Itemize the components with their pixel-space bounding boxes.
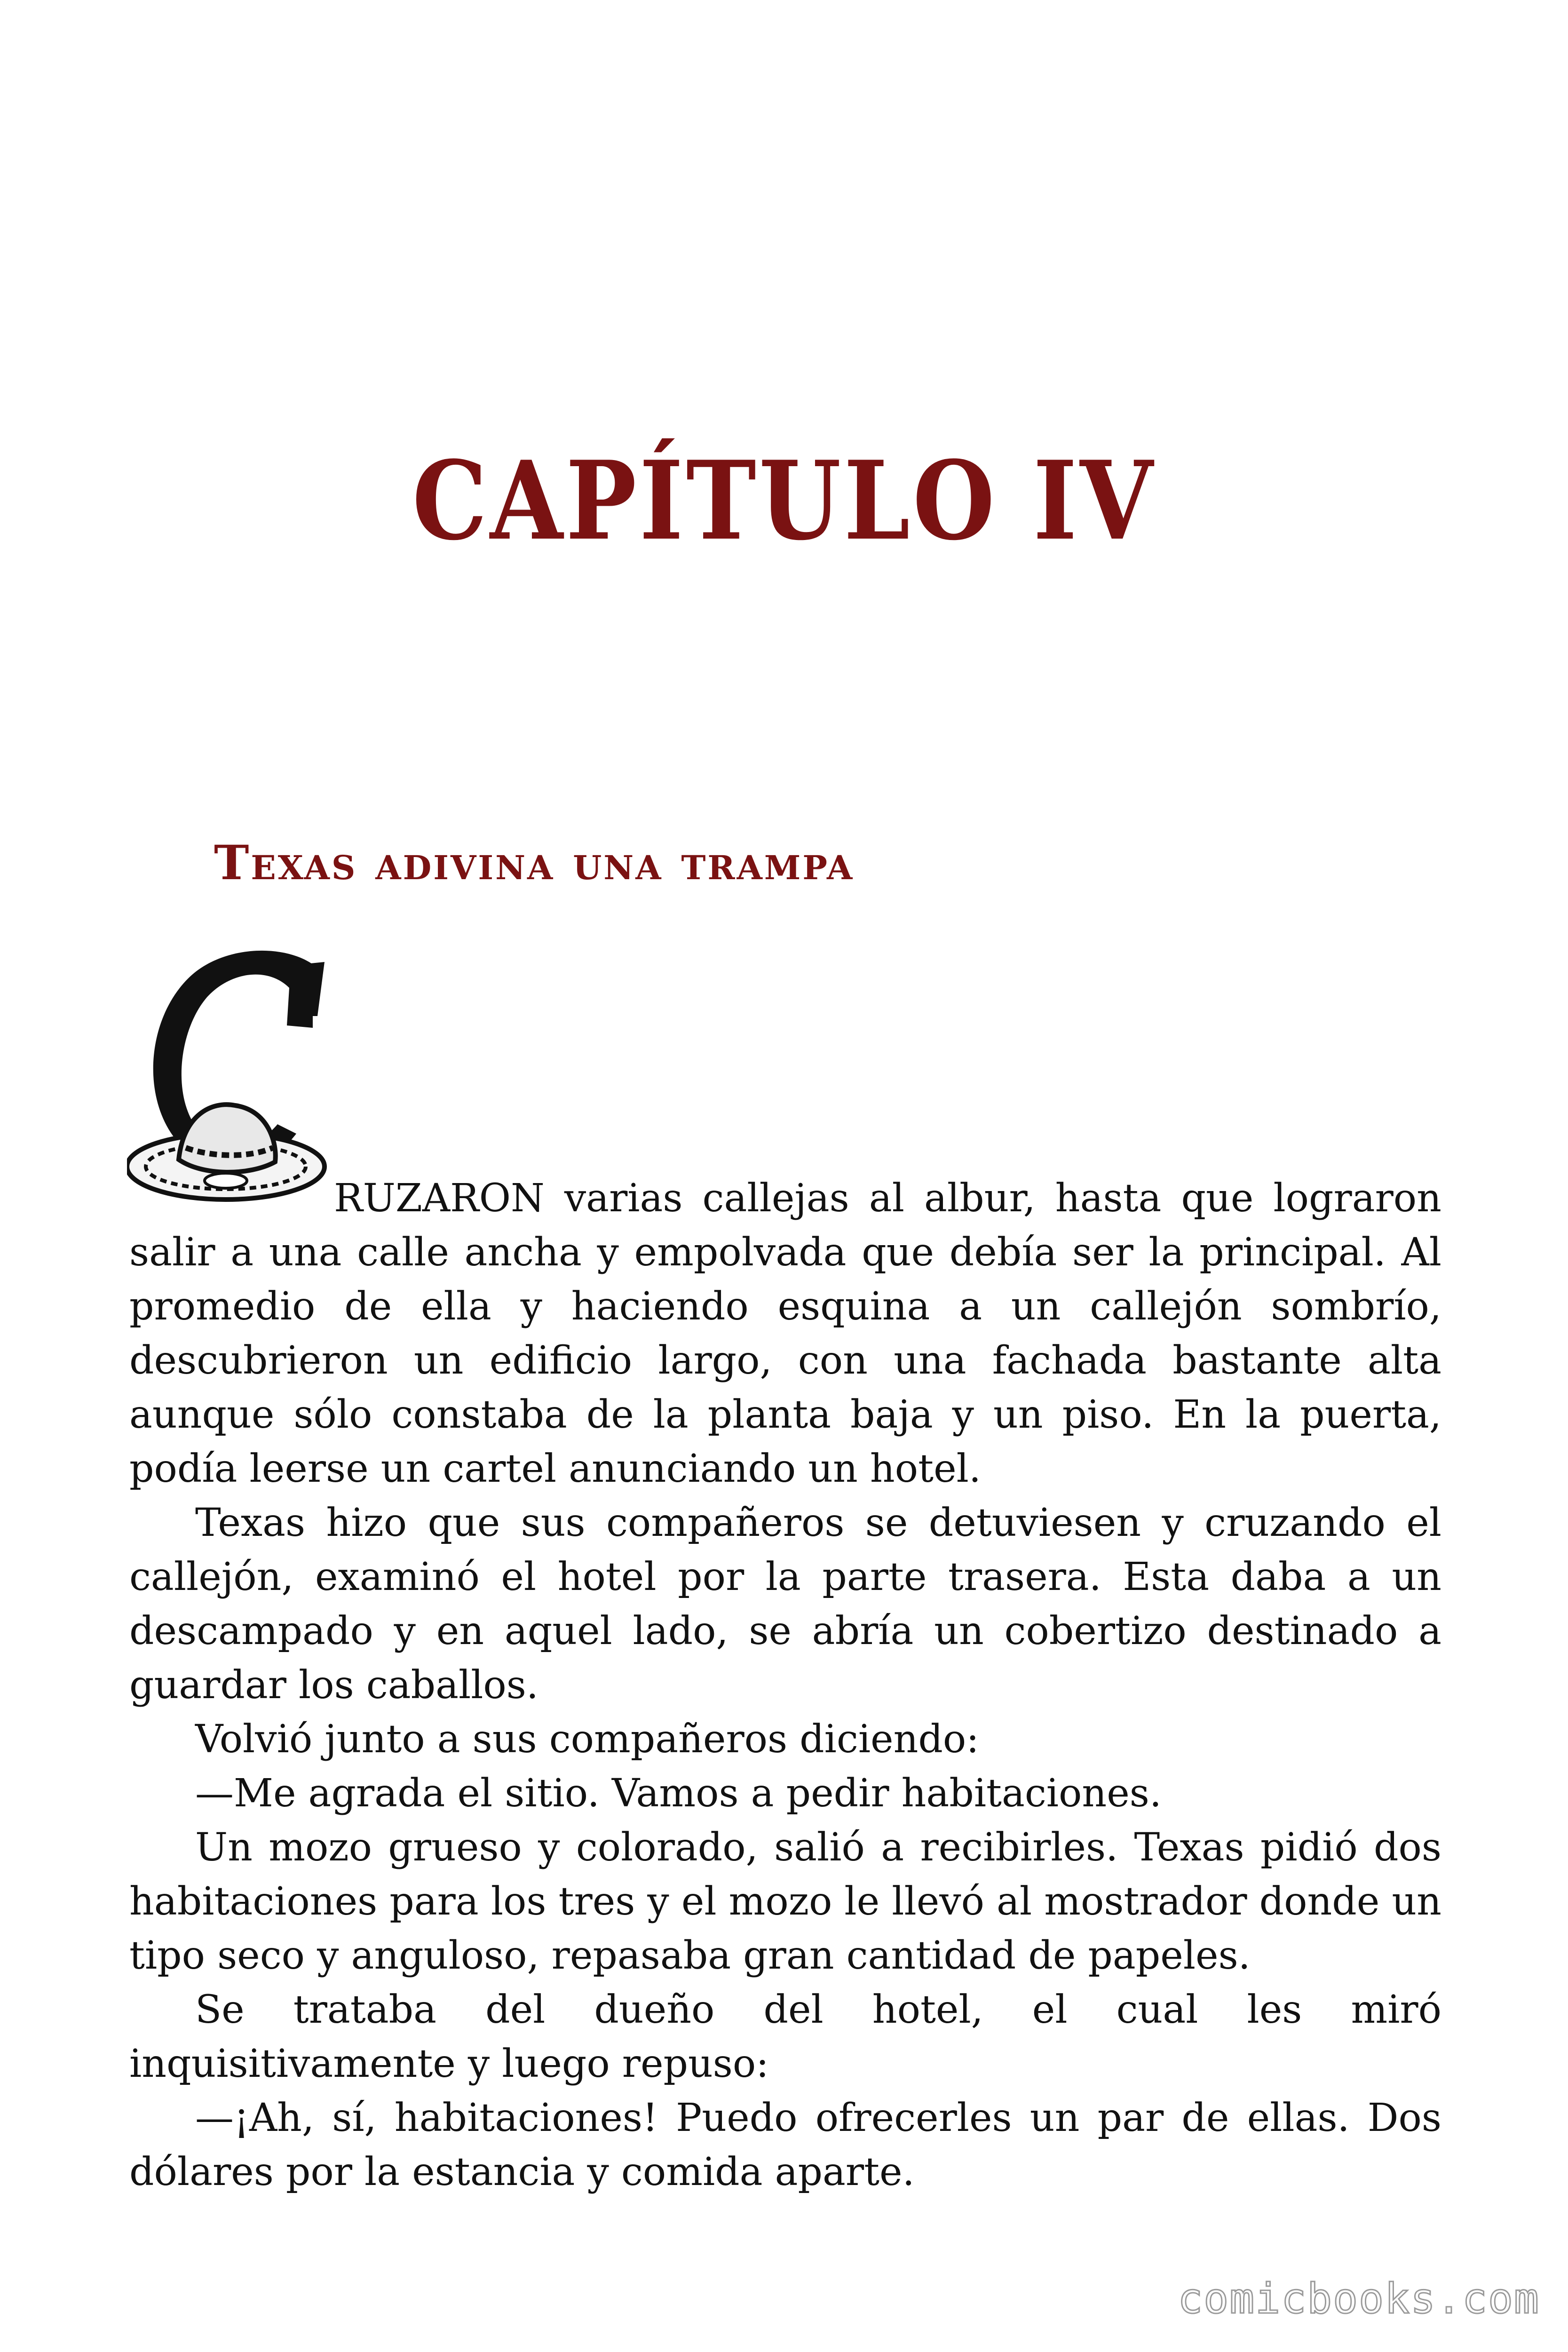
watermark: comicbooks.com [1178, 2274, 1540, 2323]
sombrero-dropcap-icon [127, 946, 334, 1209]
first-line: RUZARON varias callejas al albur, hasta que lograron [334, 1176, 1441, 1221]
paragraph-4: —Me agrada el sitio. Vamos a pedir habitaciones. [195, 1771, 1162, 1816]
paragraph-1-rest: salir a una calle ancha y empolvada que debía ser la principal. Al promedio de ella y haciendo esquina a un callejón sombrío, descubrieron un edificio largo, con una fachada bastante alta aunque sólo constaba de la planta baja y un piso. En la puerta, podía leerse un cartel anunciando un hotel. [129, 1230, 1441, 1491]
dropcap-c [127, 946, 334, 1209]
paragraph-1 [129, 1171, 1441, 1496]
section-title: Texas adivina una trampa [214, 835, 855, 890]
paragraph-3: Volvió junto a sus compañeros diciendo: [195, 1717, 979, 1762]
body-text [129, 1171, 1441, 2199]
paragraph-2: Texas hizo que sus compañeros se detuviesen y cruzando el callejón, examinó el hotel por la parte trasera. Esta daba a un descampado y en aquel lado, se abría un cobertizo destinado a guardar los caballos. [129, 1501, 1441, 1708]
chapter-title: CAPÍTULO IV [412, 437, 1156, 565]
paragraph-5: Un mozo grueso y colorado, salió a recibirles. Texas pidió dos habitaciones para los tres y el mozo le llevó al mostrador donde un tipo seco y anguloso, repasaba gran cantidad de papeles. [129, 1825, 1441, 1978]
paragraph-6: Se trataba del dueño del hotel, el cual les miró inquisitivamente y luego repuso: [129, 1987, 1441, 2086]
paragraph-7: —¡Ah, sí, habitaciones! Puedo ofrecerles un par de ellas. Dos dólares por la estancia y comida aparte. [129, 2096, 1441, 2194]
